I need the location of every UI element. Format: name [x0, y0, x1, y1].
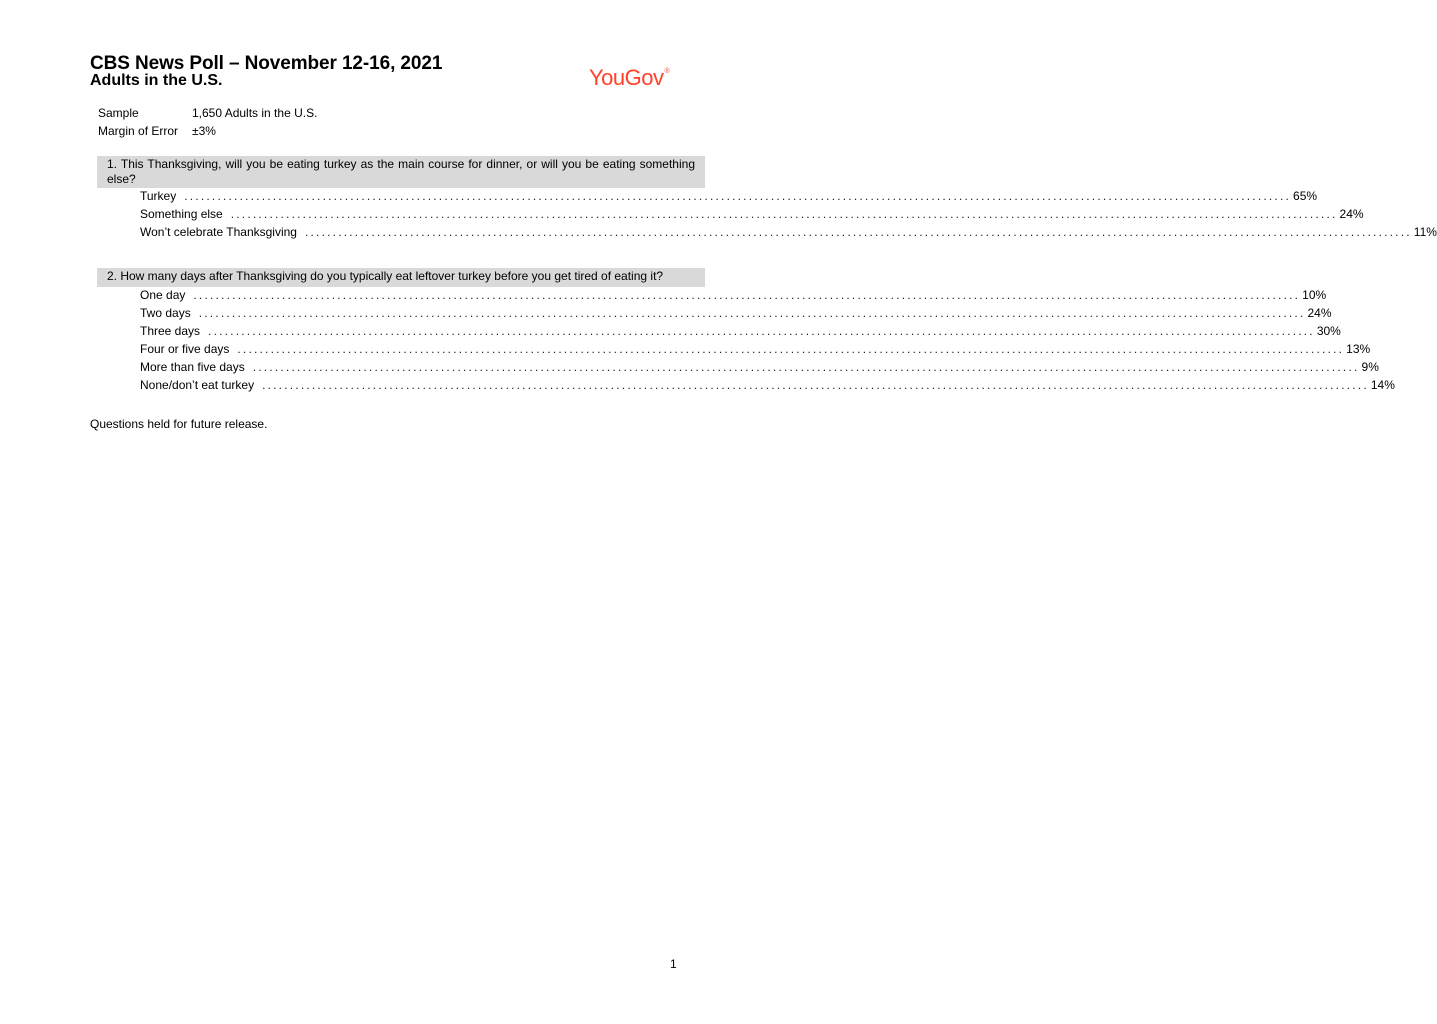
answer-percent: 65% [1293, 189, 1318, 203]
answer-row [140, 288, 1327, 306]
sample-value: 1,650 Adults in the U.S. [192, 106, 318, 120]
answer-percent: 10% [1302, 288, 1327, 302]
dot-leader: ........................................................................................................................................................................................................ [237, 342, 1345, 356]
question-2: 2. How many days after Thanksgiving do you typically eat leftover turkey before you get tired of eating it? [97, 268, 705, 287]
answer-label: One day [140, 288, 186, 302]
logo-text: YouGov [589, 65, 664, 90]
answer-percent: 9% [1361, 360, 1379, 374]
question-1-answers [140, 189, 1437, 243]
margin-of-error-value: ±3% [192, 124, 216, 138]
dot-leader: ........................................................................................................................................................................................................ [304, 225, 1412, 239]
sample-label: Sample [98, 106, 139, 120]
answer-row [140, 189, 1318, 207]
dot-leader: ........................................................................................................................................................................................................ [252, 360, 1360, 374]
yougov-logo [589, 65, 669, 91]
answer-percent: 30% [1316, 324, 1341, 338]
answer-row [140, 378, 1395, 396]
answer-label: Turkey [140, 189, 177, 203]
registered-mark-icon: ® [664, 68, 670, 75]
dot-leader: ........................................................................................................................................................................................................ [184, 189, 1292, 203]
dot-leader: ........................................................................................................................................................................................................ [208, 324, 1315, 338]
answer-row [140, 225, 1437, 243]
answer-percent: 14% [1370, 378, 1395, 392]
page-subtitle: Adults in the U.S. [90, 72, 223, 89]
answer-label: More than five days [140, 360, 245, 374]
answer-percent: 13% [1346, 342, 1371, 356]
answer-label: Won’t celebrate Thanksgiving [140, 225, 297, 239]
page-number: 1 [670, 957, 677, 971]
answer-label: Three days [140, 324, 201, 338]
page-title: CBS News Poll – November 12-16, 2021 [90, 53, 443, 74]
margin-of-error-label: Margin of Error [98, 124, 179, 138]
answer-percent: 11% [1413, 225, 1437, 239]
answer-row [140, 324, 1341, 342]
answer-percent: 24% [1307, 306, 1332, 320]
answer-label: Four or five days [140, 342, 230, 356]
footnote: Questions held for future release. [90, 417, 268, 431]
answer-row [140, 360, 1379, 378]
dot-leader: ........................................................................................................................................................................................................ [198, 306, 1306, 320]
answer-row [140, 306, 1332, 324]
answer-label: Two days [140, 306, 191, 320]
answer-row [140, 207, 1364, 225]
answer-row [140, 342, 1371, 360]
answer-label: Something else [140, 207, 223, 221]
dot-leader: ........................................................................................................................................................................................................ [193, 288, 1301, 302]
answer-label: None/don’t eat turkey [140, 378, 255, 392]
dot-leader: ........................................................................................................................................................................................................ [230, 207, 1338, 221]
dot-leader: ........................................................................................................................................................................................................ [262, 378, 1369, 392]
question-2-answers [140, 288, 1395, 396]
answer-percent: 24% [1339, 207, 1364, 221]
question-1: 1. This Thanksgiving, will you be eating turkey as the main course for dinner, or will you be eating something else? [97, 156, 705, 188]
